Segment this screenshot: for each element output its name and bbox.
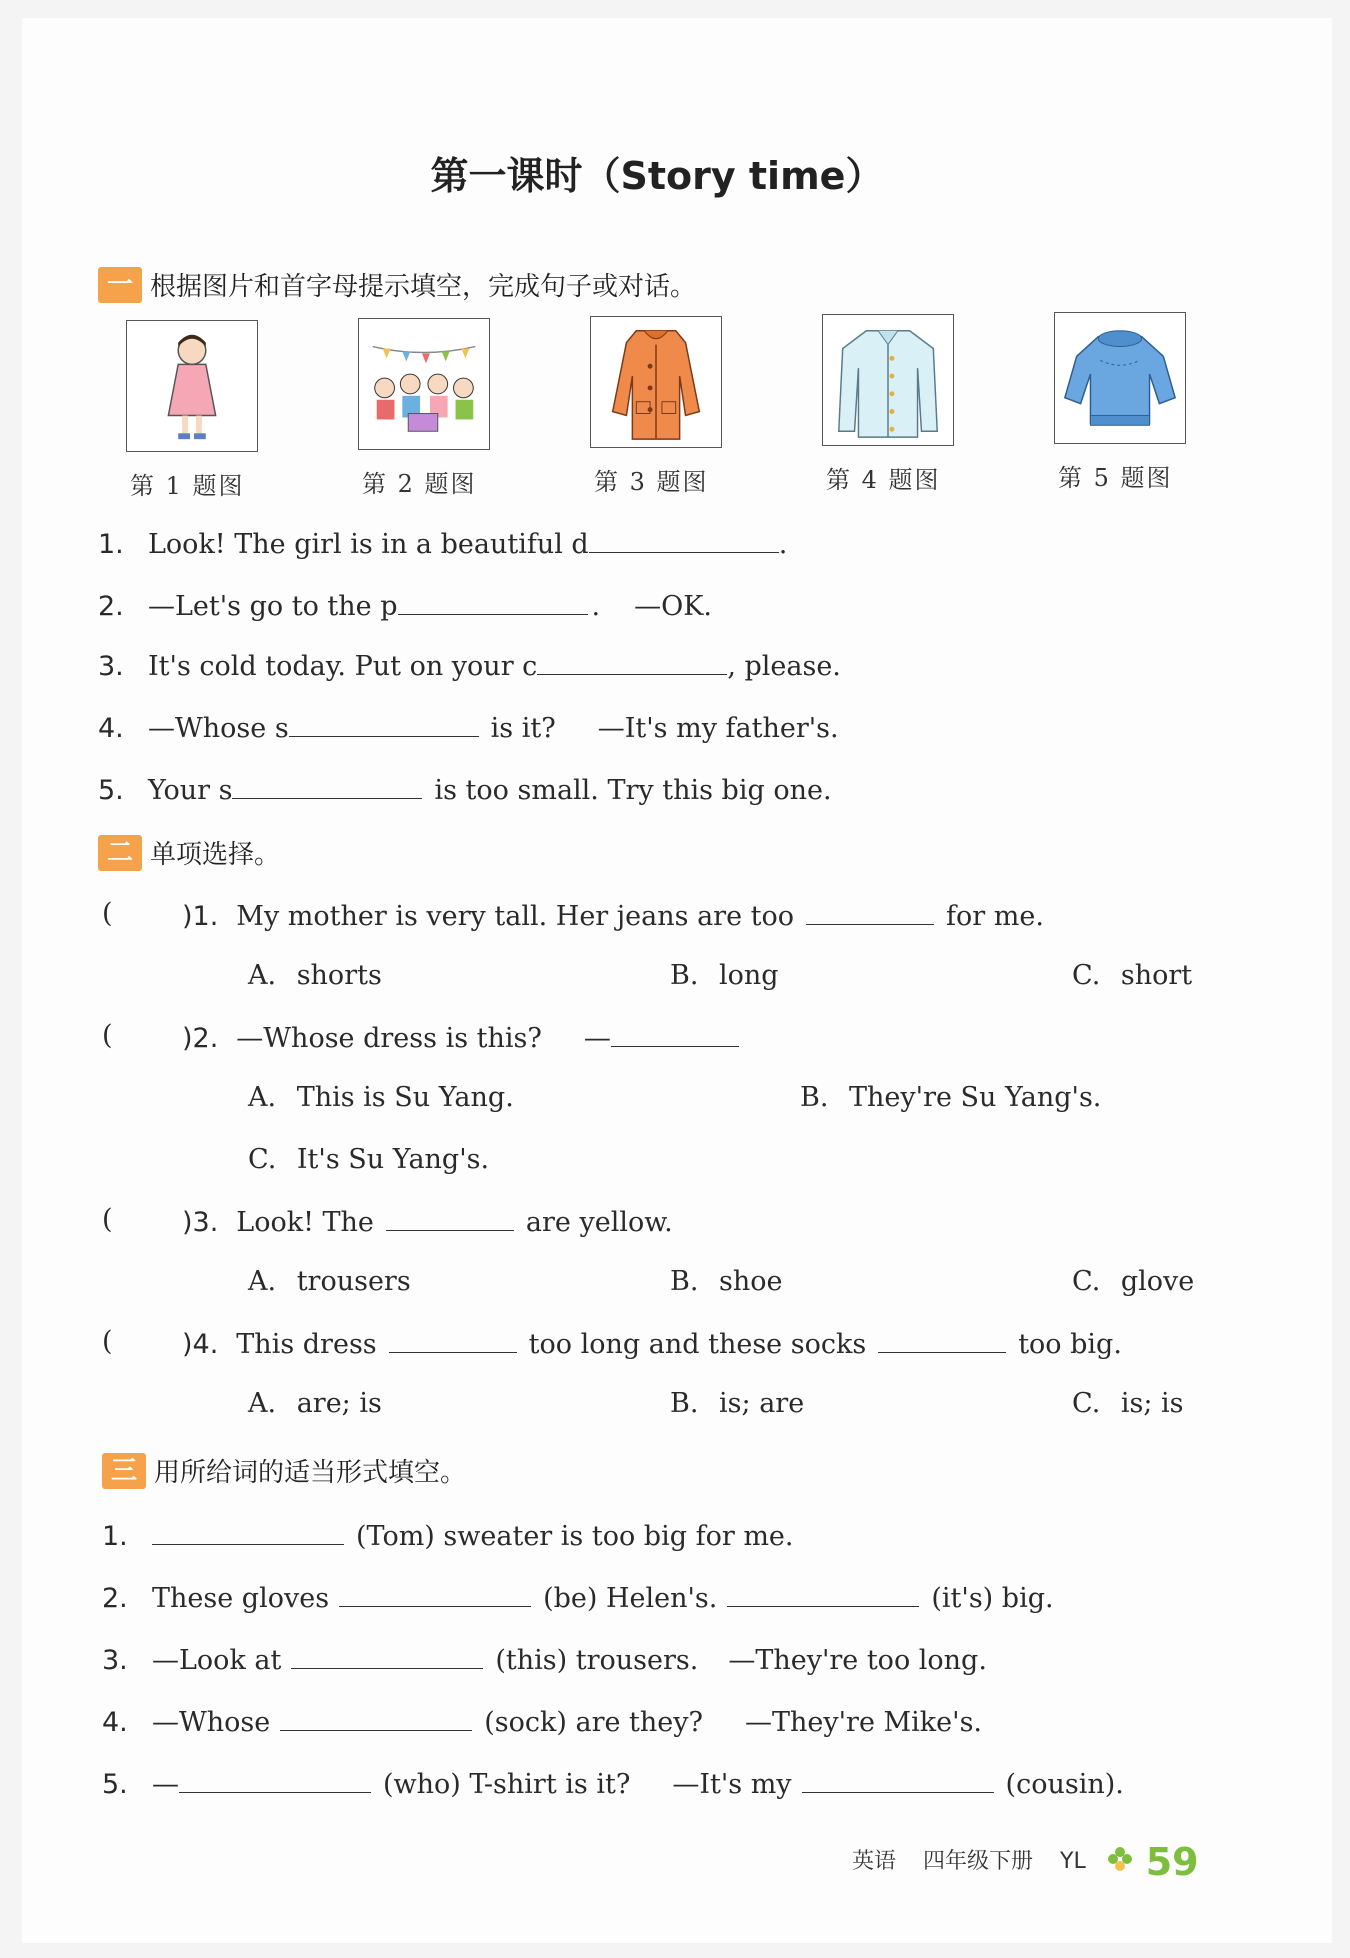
caption-1: 第 1 题图 xyxy=(130,472,245,500)
mc1-option-c[interactable]: C. short xyxy=(1072,960,1193,991)
part3-question-1: 1. (Tom) sweater is too big for me. xyxy=(102,1518,793,1552)
girl-in-dress-icon xyxy=(127,321,257,451)
answer-blank[interactable] xyxy=(280,1704,472,1731)
part1-question-5: 5. Your s is too small. Try this big one. xyxy=(98,772,832,806)
question-number: 3. xyxy=(98,651,124,682)
answer-blank[interactable] xyxy=(537,648,727,675)
section-2-header xyxy=(98,834,280,874)
question-number: 3. xyxy=(102,1645,128,1676)
answer-paren-3[interactable]: ( xyxy=(102,1204,113,1235)
answer-blank[interactable] xyxy=(386,1204,514,1231)
section-1-badge: 一 xyxy=(98,267,142,303)
answer-blank[interactable] xyxy=(232,772,422,799)
question-number: 5. xyxy=(102,1769,128,1800)
mc4-option-c[interactable]: C. is; is xyxy=(1072,1388,1184,1419)
mc2-option-b[interactable]: B. They're Su Yang's. xyxy=(800,1082,1102,1113)
footer-grade: 四年级下册 xyxy=(923,1849,1034,1874)
mc2-option-a[interactable]: A. This is Su Yang. xyxy=(248,1082,514,1113)
mc3-option-b[interactable]: B. shoe xyxy=(670,1266,783,1297)
mc-question-1: )1. My mother is very tall. Her jeans are too for me. xyxy=(182,898,1044,932)
picture-3 xyxy=(590,316,722,448)
section-2-title: 单项选择。 xyxy=(150,840,281,870)
section-3-badge: 三 xyxy=(102,1453,146,1489)
page-footer xyxy=(852,1840,1199,1884)
question-number: 1. xyxy=(98,529,124,560)
answer-blank[interactable] xyxy=(611,1020,739,1047)
mc2-option-c[interactable]: C. It's Su Yang's. xyxy=(248,1144,490,1175)
answer-blank[interactable] xyxy=(152,1518,344,1545)
worksheet-page xyxy=(22,18,1332,1943)
answer-blank[interactable] xyxy=(291,1642,483,1669)
mc3-option-c[interactable]: C. glove xyxy=(1072,1266,1195,1297)
question-number: 2. xyxy=(98,591,124,622)
answer-blank[interactable] xyxy=(179,1766,371,1793)
mc-question-4: )4. This dress too long and these socks too big. xyxy=(182,1326,1122,1360)
party-children-icon xyxy=(359,319,489,449)
section-1-header xyxy=(98,266,696,306)
section-1-title: 根据图片和首字母提示填空，完成句子或对话。 xyxy=(150,272,697,302)
mc-question-2: )2. —Whose dress is this? — xyxy=(182,1020,739,1054)
footer-edition: YL xyxy=(1060,1849,1086,1874)
mc4-option-a[interactable]: A. are; is xyxy=(248,1388,382,1419)
answer-blank[interactable] xyxy=(398,588,588,615)
answer-paren-1[interactable]: ( xyxy=(102,898,113,929)
picture-2 xyxy=(358,318,490,450)
question-number: 4. xyxy=(102,1707,128,1738)
answer-blank[interactable] xyxy=(589,526,779,553)
question-number: 2. xyxy=(102,1583,128,1614)
part3-question-4: 4. —Whose (sock) are they? —They're Mike's. xyxy=(102,1704,982,1738)
mc4-option-b[interactable]: B. is; are xyxy=(670,1388,805,1419)
caption-2: 第 2 题图 xyxy=(362,470,477,498)
question-number: 4. xyxy=(98,713,124,744)
mc3-option-a[interactable]: A. trousers xyxy=(248,1266,411,1297)
sweater-icon xyxy=(1055,313,1185,443)
section-3-header xyxy=(102,1452,466,1492)
part1-question-3: 3. It's cold today. Put on your c , please. xyxy=(98,648,841,682)
answer-blank[interactable] xyxy=(389,1326,517,1353)
mc-question-3: )3. Look! The are yellow. xyxy=(182,1204,673,1238)
mc1-option-a[interactable]: A. shorts xyxy=(248,960,382,991)
answer-blank[interactable] xyxy=(878,1326,1006,1353)
question-number: 1. xyxy=(102,1521,128,1552)
answer-blank[interactable] xyxy=(802,1766,994,1793)
part1-question-2: 2. —Let's go to the p . —OK. xyxy=(98,588,712,622)
question-number: 5. xyxy=(98,775,124,806)
section-2-badge: 二 xyxy=(98,835,142,871)
answer-paren-2[interactable]: ( xyxy=(102,1020,113,1051)
part3-question-5: 5. — (who) T-shirt is it? —It's my (cousin). xyxy=(102,1766,1124,1800)
part3-question-2: 2. These gloves (be) Helen's. (it's) big. xyxy=(102,1580,1054,1614)
picture-1 xyxy=(126,320,258,452)
answer-blank[interactable] xyxy=(339,1580,531,1607)
page-title: 第一课时（Story time） xyxy=(430,154,884,198)
picture-5 xyxy=(1054,312,1186,444)
footer-subject: 英语 xyxy=(852,1849,897,1874)
page-number: 59 xyxy=(1145,1840,1199,1884)
answer-blank[interactable] xyxy=(806,898,934,925)
section-3-title: 用所给词的适当形式填空。 xyxy=(154,1458,467,1488)
caption-3: 第 3 题图 xyxy=(594,468,709,496)
answer-blank[interactable] xyxy=(289,710,479,737)
part3-question-3: 3. —Look at (this) trousers. —They're too long. xyxy=(102,1642,987,1676)
clover-icon xyxy=(1107,1846,1133,1878)
shirt-icon xyxy=(823,315,953,445)
picture-4 xyxy=(822,314,954,446)
caption-4: 第 4 题图 xyxy=(826,466,941,494)
coat-icon xyxy=(591,317,721,447)
answer-blank[interactable] xyxy=(727,1580,919,1607)
part1-question-4: 4. —Whose s is it? —It's my father's. xyxy=(98,710,839,744)
part1-question-1: 1. Look! The girl is in a beautiful d . xyxy=(98,526,787,560)
mc1-option-b[interactable]: B. long xyxy=(670,960,779,991)
caption-5: 第 5 题图 xyxy=(1058,464,1173,492)
answer-paren-4[interactable]: ( xyxy=(102,1326,113,1357)
